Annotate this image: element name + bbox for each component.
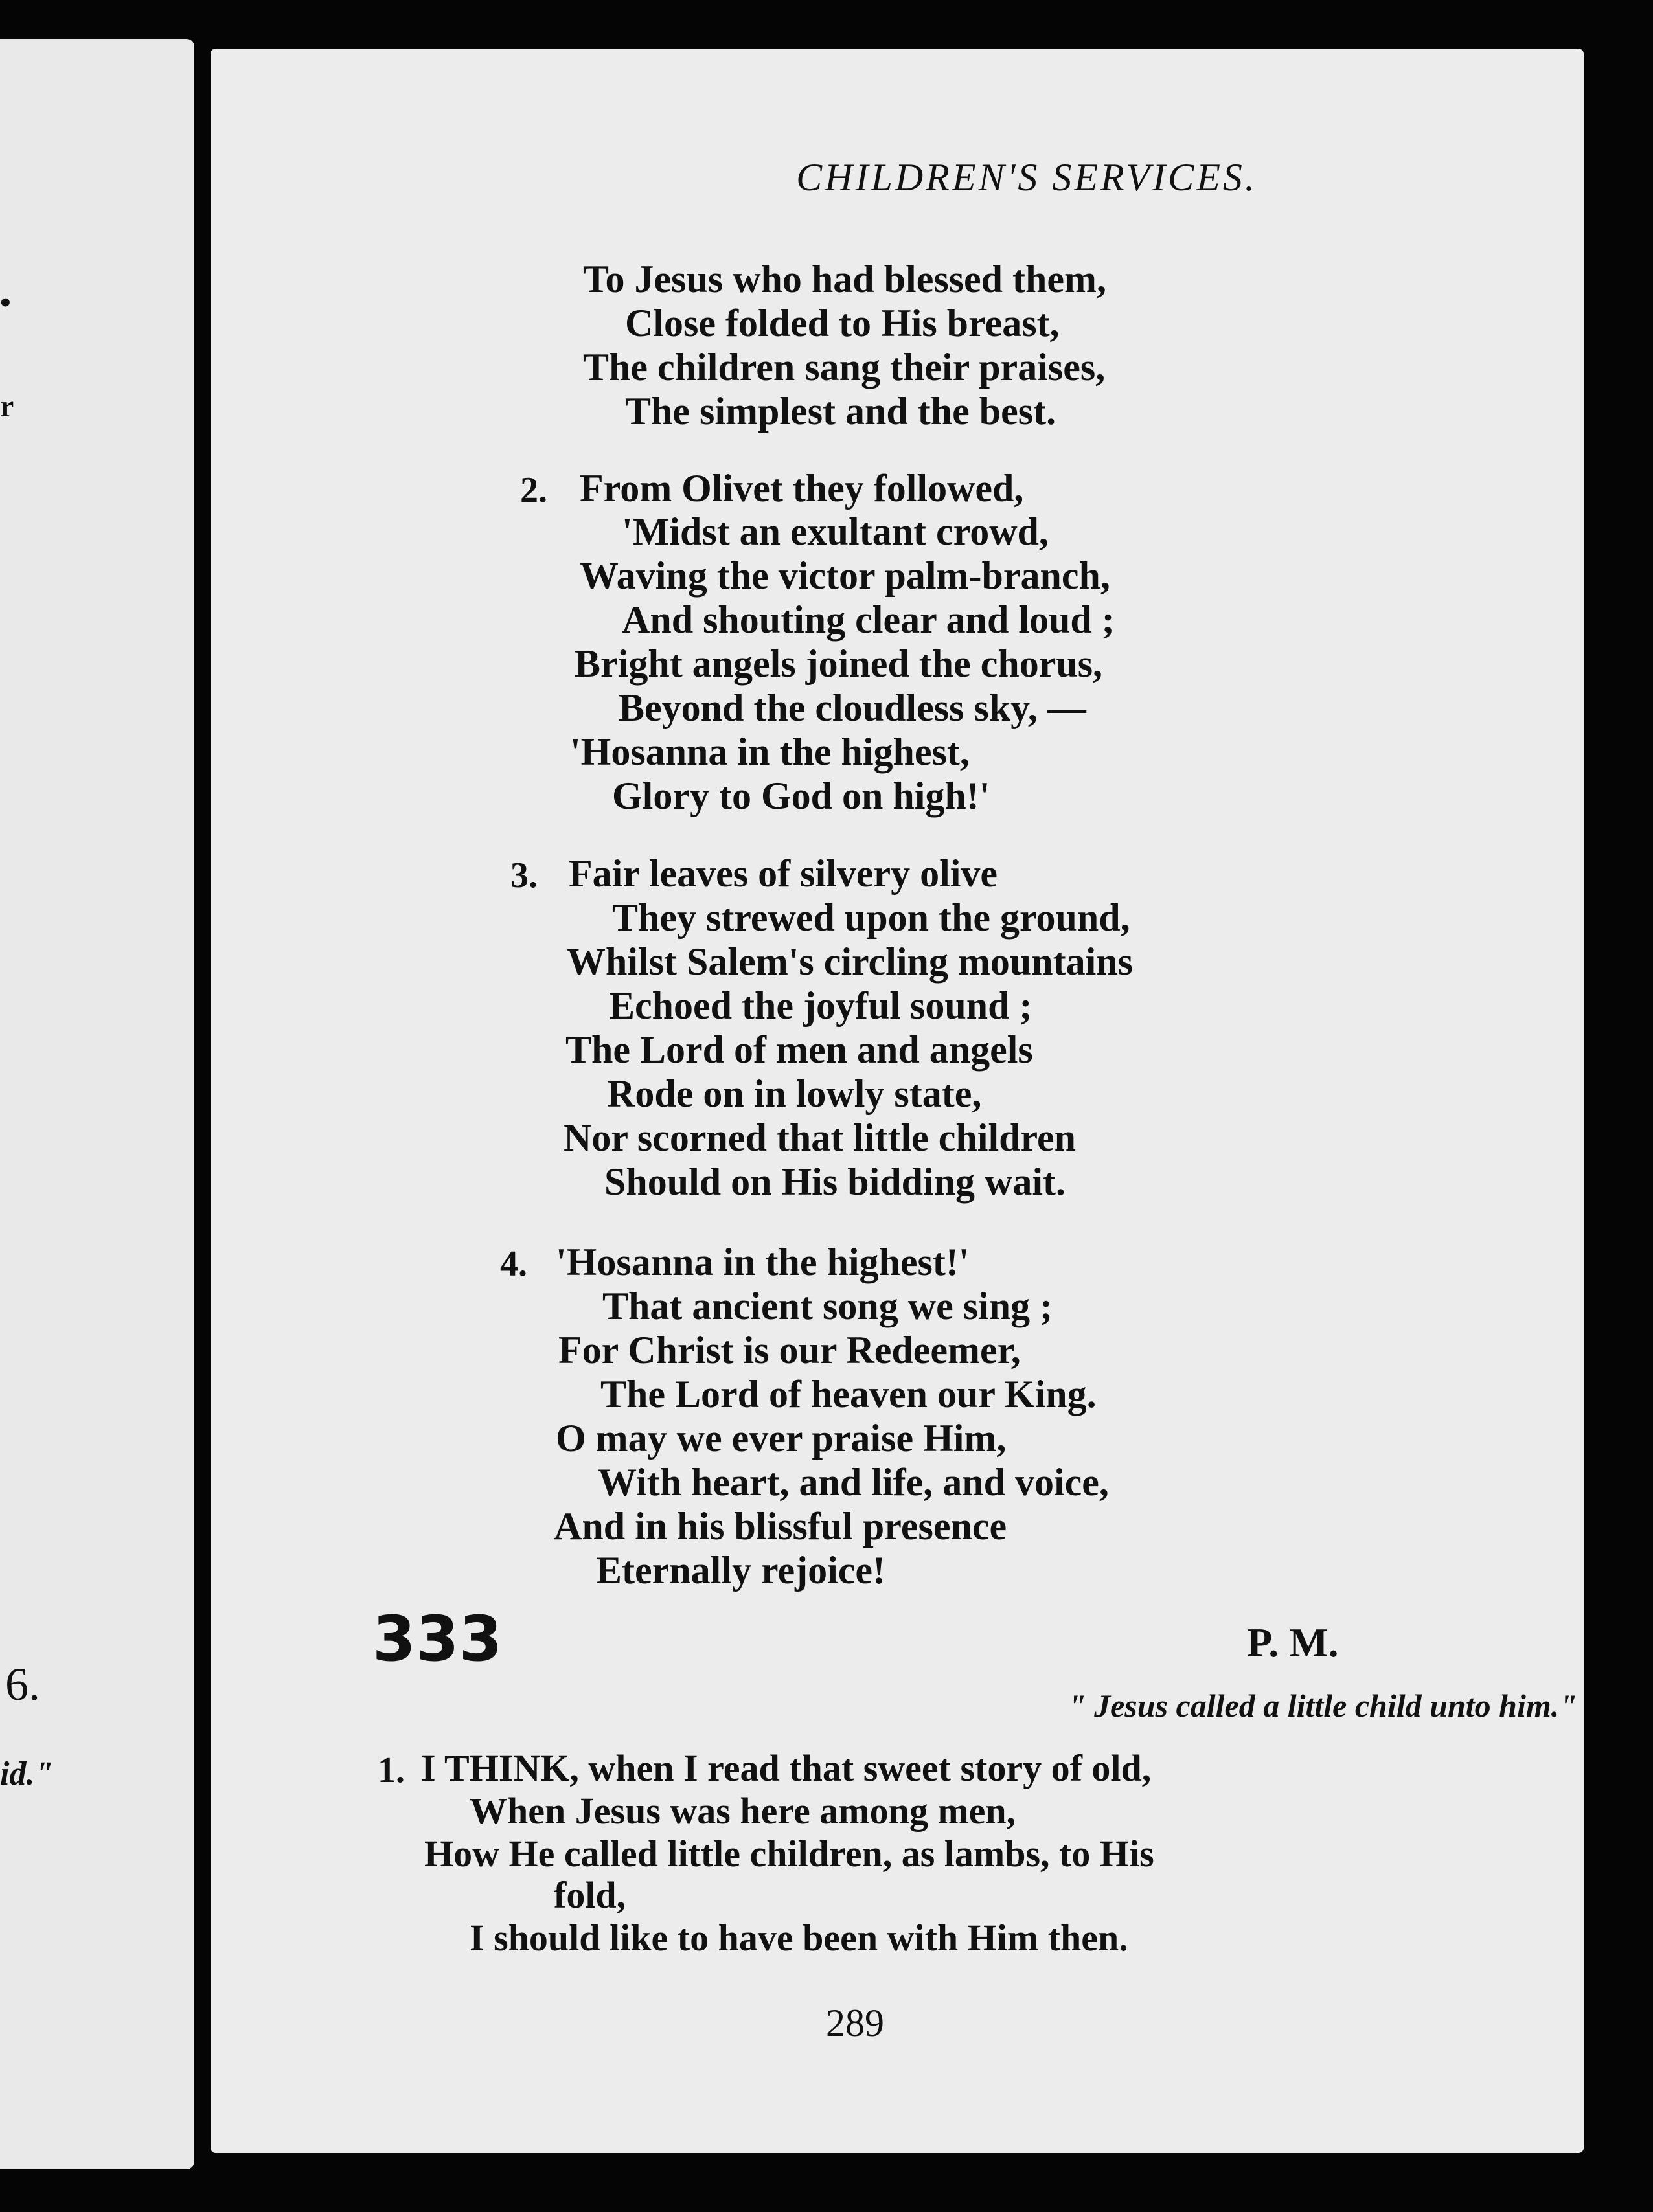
left-page-mark: • (0, 286, 11, 320)
verse-line: Close folded to His breast, (625, 302, 1060, 344)
verse-line: Waving the victor palm-branch, (580, 554, 1110, 597)
right-page (211, 49, 1584, 2153)
page-number: 289 (826, 2002, 884, 2044)
stanza-number: 2. (520, 470, 547, 510)
verse-line: fold, (554, 1874, 626, 1916)
verse-line: I THINK, when I read that sweet story of old, (421, 1747, 1152, 1789)
stanza-number: 3. (510, 855, 538, 896)
hymn-meter: P. M. (1247, 1620, 1339, 1665)
left-page (0, 39, 194, 2169)
stanza-number: 4. (500, 1244, 527, 1284)
verse-line: Beyond the cloudless sky, — (619, 686, 1086, 729)
verse-line: The simplest and the best. (625, 390, 1056, 433)
verse-line: They strewed upon the ground, (612, 896, 1130, 939)
verse-line: And shouting clear and loud ; (622, 598, 1115, 641)
verse-line: That ancient song we sing ; (602, 1285, 1053, 1327)
verse-line: From Olivet they followed, (580, 467, 1024, 510)
verse-line: Rode on in lowly state, (607, 1072, 982, 1115)
verse-line: Echoed the joyful sound ; (609, 984, 1032, 1027)
hymn-epigraph: " Jesus called a little child unto him." (1067, 1687, 1577, 1724)
verse-line: 'Hosanna in the highest, (570, 730, 970, 773)
verse-line: Bright angels joined the chorus, (575, 642, 1103, 685)
verse-line: Whilst Salem's circling mountains (567, 940, 1133, 983)
left-page-fragment: 6. (5, 1658, 40, 1710)
verse-line: When Jesus was here among men, (470, 1790, 1016, 1832)
stanza-number: 1. (378, 1750, 405, 1790)
verse-line: Glory to God on high!' (612, 774, 990, 817)
left-page-mark: r (0, 389, 14, 423)
verse-line: The children sang their praises, (583, 346, 1106, 389)
verse-line: How He called little children, as lambs, to His (424, 1833, 1154, 1875)
running-head: CHILDREN'S SERVICES. (796, 156, 1257, 199)
verse-line: O may we ever praise Him, (556, 1417, 1007, 1460)
verse-line: For Christ is our Redeemer, (558, 1329, 1021, 1371)
verse-line: 'Hosanna in the highest!' (556, 1241, 970, 1283)
verse-line: Eternally rejoice! (596, 1549, 886, 1592)
verse-line: With heart, and life, and voice, (598, 1461, 1109, 1504)
verse-line: And in his blissful presence (554, 1505, 1007, 1548)
verse-line: I should like to have been with Him then. (470, 1917, 1128, 1959)
hymn-number: 333 (372, 1603, 503, 1675)
left-page-fragment: id." (0, 1755, 54, 1792)
verse-line: Should on His bidding wait. (604, 1160, 1066, 1203)
verse-line: To Jesus who had blessed them, (583, 258, 1106, 300)
verse-line: The Lord of heaven our King. (600, 1373, 1097, 1416)
verse-line: Nor scorned that little children (564, 1116, 1077, 1159)
verse-line: Fair leaves of silvery olive (569, 852, 998, 895)
verse-line: The Lord of men and angels (565, 1028, 1033, 1071)
verse-line: 'Midst an exultant crowd, (622, 510, 1049, 553)
